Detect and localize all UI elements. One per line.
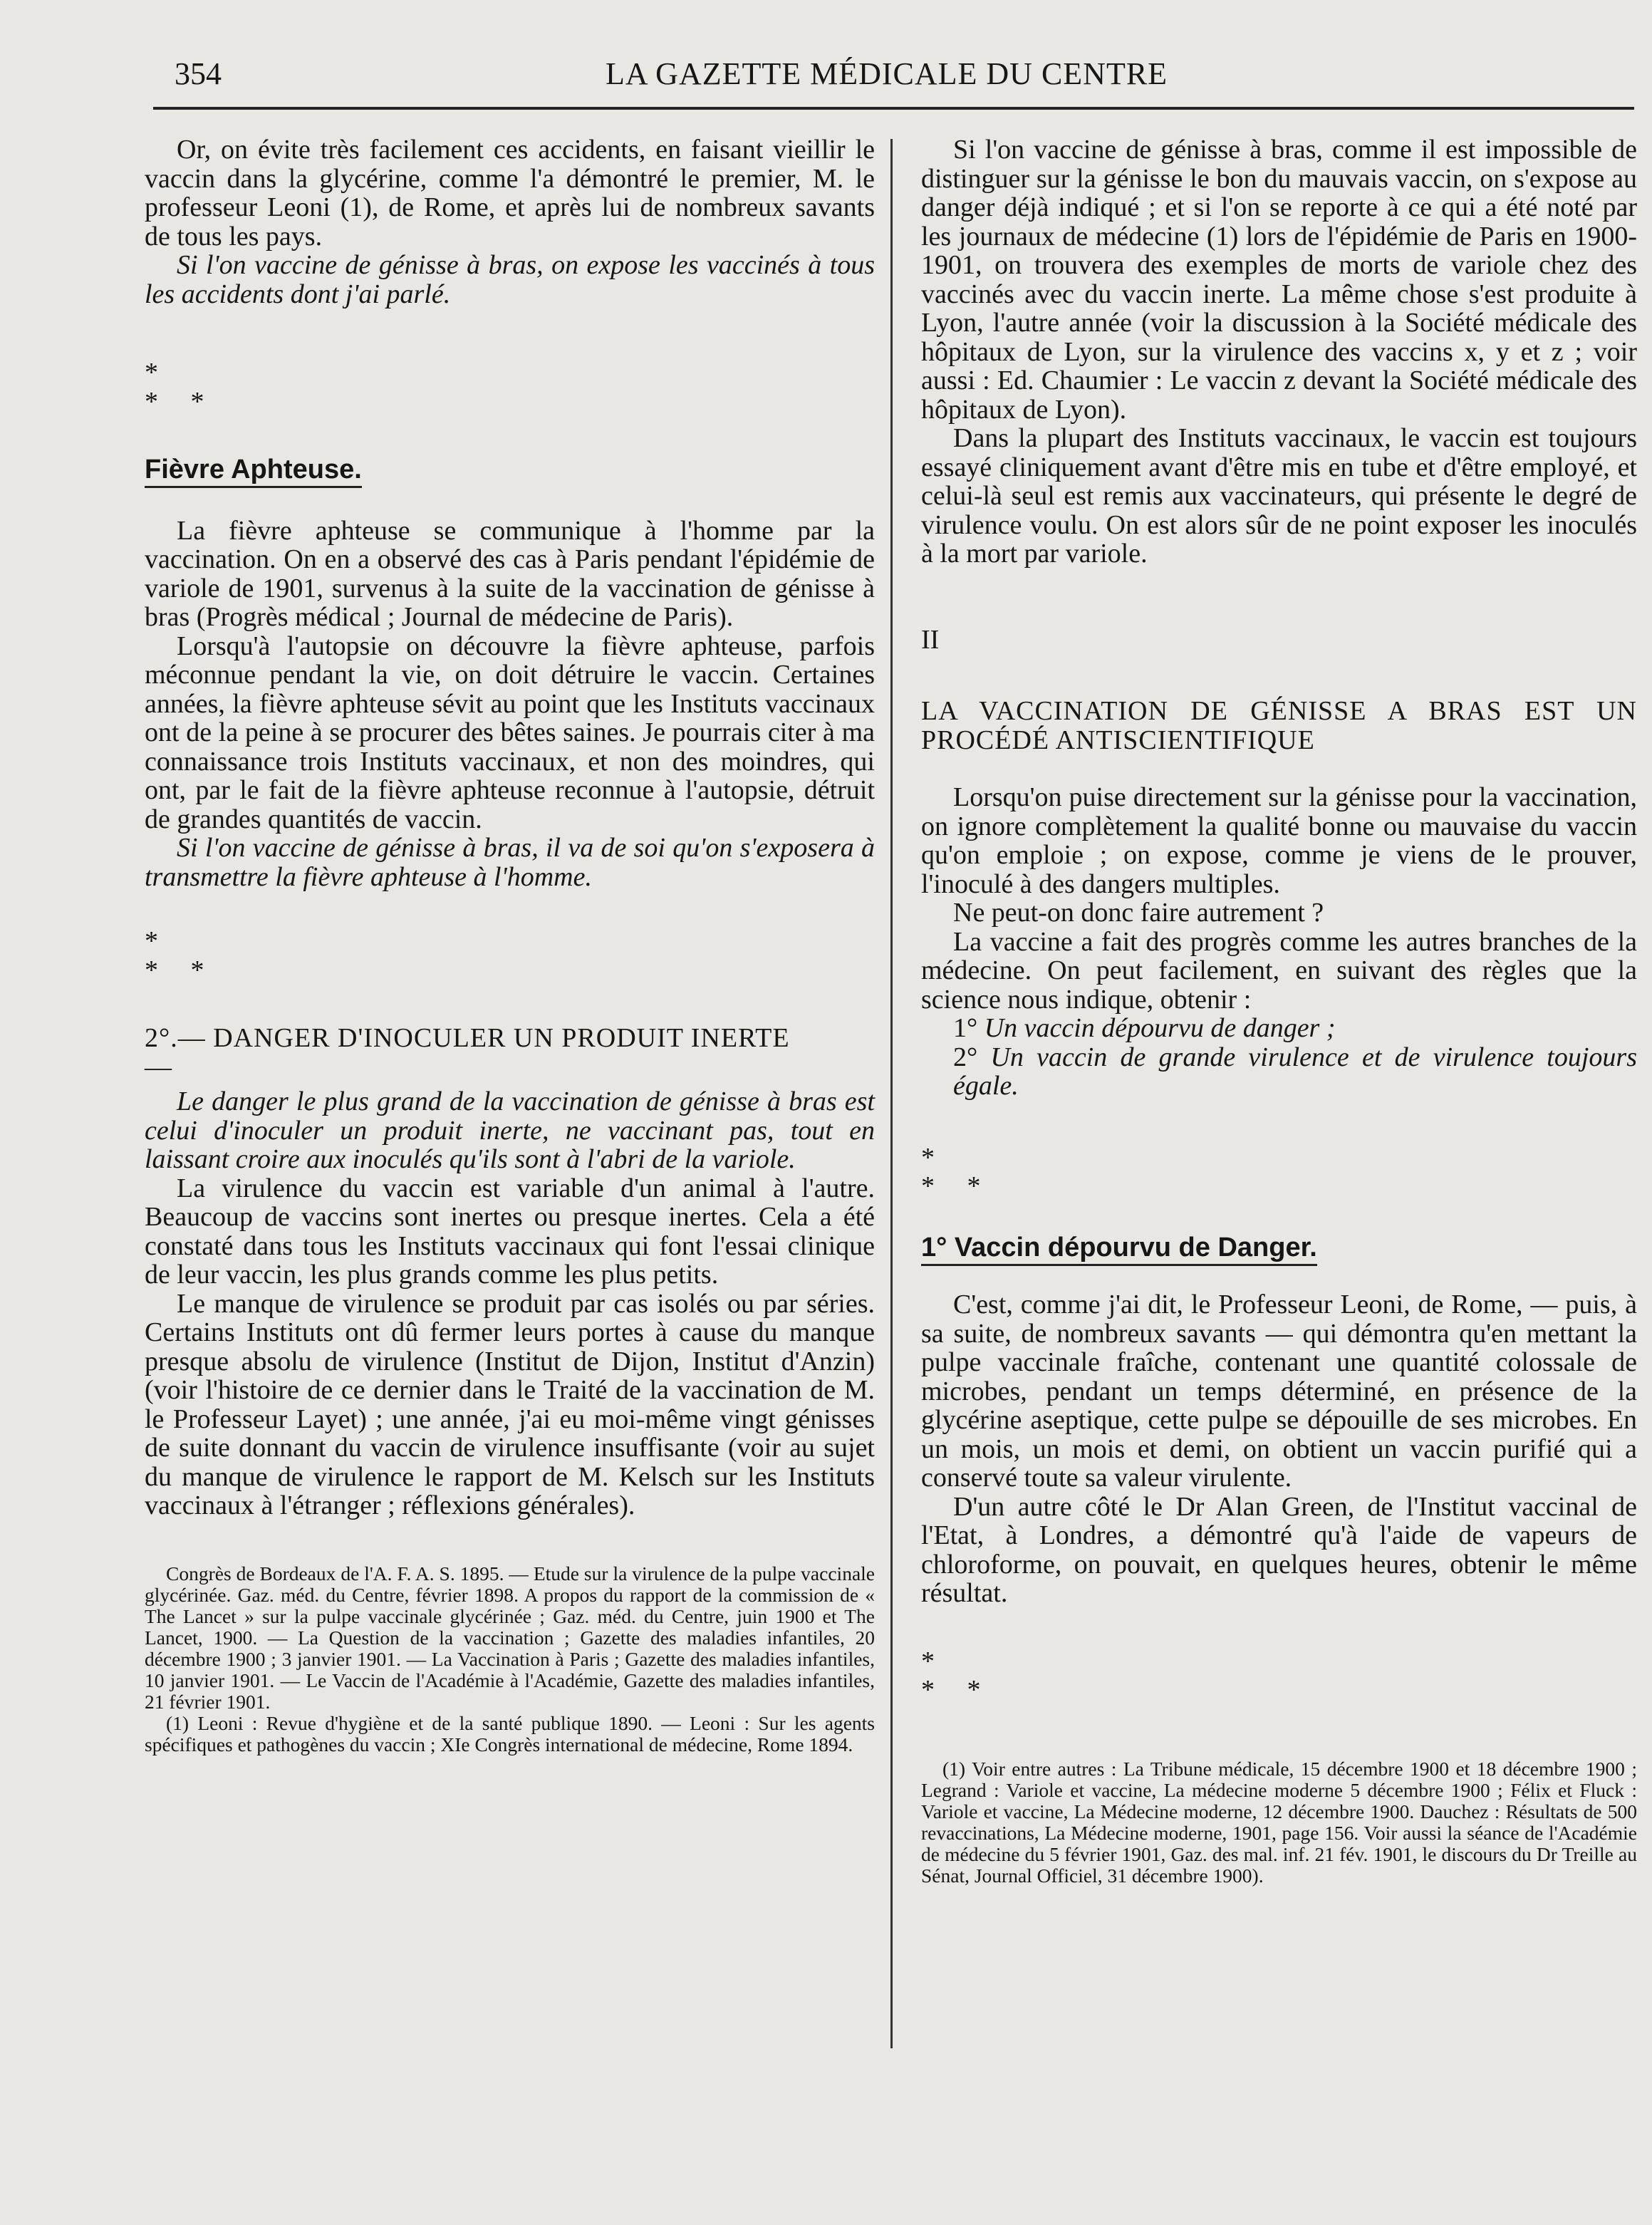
left-column: [145, 128, 875, 1755]
subhead-fievre-aphteuse: Fièvre Aphteuse.: [145, 455, 875, 484]
section-number: II: [921, 624, 940, 655]
intro-paragraph: Or, on évite très facilement ces accidents, en faisant vieillir le vaccin dans la glycérine, comme l'a démontré le premier, M. le professeur Leoni (1), de Rome, et après lui de nombreux savants de tous les pays.: [145, 135, 875, 251]
page-number: 354: [175, 56, 222, 91]
heading-produit-inerte: 2°.— DANGER D'INOCULER UN PRODUIT INERTE: [145, 1023, 790, 1053]
column-divider: [890, 139, 893, 2048]
right-paragraph-7: D'un autre côté le Dr Alan Green, de l'Institut vaccinal de l'Etat, à Londres, a démontré qu'à l'aide de vapeurs de chloroforme, on pouvait, en quelques heures, obtenir le même résultat.: [921, 1491, 1637, 1608]
section-stars: * * *: [921, 1142, 994, 1201]
header-rule: [153, 107, 1634, 110]
right-paragraph-6: C'est, comme j'ai dit, le Professeur Leoni, de Rome, — puis, à sa suite, de nombreux savants — qui démontra qu'en mettant la pulpe vaccinale fraîche, contenant une quantité colossale de microbes, pendant un temps déterminé, en présence de la glycérine aseptique, cette pulpe se dépouille de ses microbes. En un mois, un mois et demi, on obtient un vaccin purifié qui a conservé toute sa valeur virulente.: [921, 1290, 1637, 1493]
right-paragraph-3: Lorsqu'on puise directement sur la génisse pour la vaccination, on ignore complètement la qualité bonne ou mauvaise du vaccin qu'on emploie ; on expose, comme je viens de le prouver, l'inoculé à des dangers multiples.: [921, 782, 1637, 899]
right-footnotes: [921, 1758, 1637, 1887]
footnote-bibliography: Congrès de Bordeaux de l'A. F. A. S. 1895. — Etude sur la virulence de la pulpe vaccinale glycérinée. Gaz. méd. du Centre, février 1898. A propos du rapport de la commission de « The Lancet » sur la pulpe vaccinale glycérinée ; Gaz. méd. du Centre, juin 1900 et The Lancet, 1900. — La Question de la vaccination ; Gazette des maladies infantiles, 20 décembre 1900 ; 3 janvier 1901. — La Vaccination à Paris ; Gazette des maladies infantiles, 10 janvier 1901. — Le Vaccin de l'Académie à l'Académie, Gazette des maladies infantiles, 21 février 1901.: [145, 1562, 875, 1713]
section-heading: LA VACCINATION DE GÉNISSE A BRAS EST UN PROCÉDÉ ANTISCIENTIFIQUE: [921, 696, 1637, 755]
danger-paragraph-2: Le manque de virulence se produit par cas isolés ou par séries. Certains Instituts ont dû fermer leurs portes à cause du manque presque absolu de virulence (Institut de Dijon, Institut d'Anzin) (voir l'histoire de ce dernier dans le Traité de la vaccination de M. le Professeur Layet) ; une année, j'ai eu moi-même vingt génisses de suite donnant du vaccin de virulence insuffisante (voir au sujet du manque de virulence le rapport de M. Kelsch sur les Instituts vaccinaux à l'étranger ; réflexions générales).: [145, 1288, 875, 1520]
danger-paragraph-1: La virulence du vaccin est variable d'un animal à l'autre. Beaucoup de vaccins sont inertes ou presque inertes. Cela a été constaté dans tous les Instituts vaccinaux qui font l'essai clinique de leur vaccin, les plus grands comme les plus petits.: [145, 1173, 875, 1290]
right-paragraph-5: La vaccine a fait des progrès comme les autres branches de la médecine. On peut facilement, en suivant des règles que la science nous indique, obtenir :: [921, 926, 1637, 1015]
section-stars: * * *: [145, 926, 217, 985]
section-stars: * * *: [145, 358, 217, 417]
right-column: [921, 128, 1637, 1887]
fievre-paragraph-1: La fièvre aphteuse se communique à l'homme par la vaccination. On en a observé des cas à Paris pendant l'épidémie de variole de 1901, survenus à la suite de la vaccination de génisse à bras (Progrès médical ; Journal de médecine de Paris).: [145, 515, 875, 632]
list-item-1: 1° Un vaccin dépourvu de danger ;: [953, 1013, 1336, 1043]
subhead-vaccin-depourvu: 1° Vaccin dépourvu de Danger.: [921, 1233, 1637, 1262]
intro-conclusion: Si l'on vaccine de génisse à bras, on expose les vaccinés à tous les accidents dont j'ai parlé.: [145, 250, 875, 309]
danger-intro: Le danger le plus grand de la vaccination de génisse à bras est celui d'inoculer un produit inerte, ne vaccinant pas, tout en laissant croire aux inoculés qu'ils sont à l'abri de la variole.: [145, 1086, 875, 1174]
running-head: [142, 50, 1631, 100]
journal-title: LA GAZETTE MÉDICALE DU CENTRE: [605, 56, 1168, 91]
footnote-leoni: (1) Leoni : Revue d'hygiène et de la santé publique 1890. — Leoni : Sur les agents spécifiques et pathogènes du vaccin ; XIe Congrès international de médecine, Rome 1894.: [145, 1711, 875, 1755]
right-paragraph-2: Dans la plupart des Instituts vaccinaux, le vaccin est toujours essayé cliniquement avant d'être mis en tube et d'être employé, et celui-là seul est remis aux vaccinateurs, qui présente le degré de virulence voulu. On est alors sûr de ne point exposer les inoculés à la mort par variole.: [921, 423, 1637, 569]
fievre-conclusion: Si l'on vaccine de génisse à bras, il va de soi qu'on s'exposera à transmettre la fièvre aphteuse à l'homme.: [145, 833, 875, 892]
list-item-2: 2° Un vaccin de grande virulence et de virulence toujours égale.: [953, 1042, 1637, 1101]
fievre-paragraph-2: Lorsqu'à l'autopsie on découvre la fièvre aphteuse, parfois méconnue pendant la vie, on doit détruire le vaccin. Certaines années, la fièvre aphteuse sévit au point que les Instituts vaccinaux ont de la peine à se procurer des bêtes saines. Je pourrais citer à ma connaissance trois Instituts vaccinaux, et non des moindres, qui ont, par le fait de la fièvre aphteuse reconnue à l'autopsie, détruit de grandes quantités de vaccin.: [145, 631, 875, 834]
right-paragraph-4: Ne peut-on donc faire autrement ?: [953, 898, 1324, 928]
heading-dash: —: [145, 1052, 172, 1082]
footnote-journaux: (1) Voir entre autres : La Tribune médicale, 15 décembre 1900 et 18 décembre 1900 ; Legrand : Variole et vaccine, La médecine moderne 5 décembre 1900 ; Félix et Fluck : Variole et vaccine, La Médecine moderne, 12 décembre 1900. Dauchez : Résultats de 500 revaccinations, La Médecine moderne, 1901, page 156. Voir aussi la séance de l'Académie de médecine du 5 février 1901, Gaz. des mal. inf. 21 fév. 1901, le discours du Dr Treille au Sénat, Journal Officiel, 31 décembre 1900).: [921, 1757, 1637, 1887]
section-stars: * * *: [921, 1646, 994, 1705]
left-footnotes: [145, 1563, 875, 1755]
right-paragraph-1: Si l'on vaccine de génisse à bras, comme il est impossible de distinguer sur la génisse le bon du mauvais vaccin, on s'expose au danger déjà indiqué ; et si l'on se reporte à ce qui a été noté par les journaux de médecine (1) lors de l'épidémie de Paris en 1900-1901, on trouvera des exemples de morts de variole chez des vaccinés avec du vaccin inerte. La même chose s'est produite à Lyon, l'autre année (voir la discussion à la Société médicale des hôpitaux de Lyon, sur la virulence des vaccins x, y et z ; voir aussi : Ed. Chaumier : Le vaccin z devant la Société médicale des hôpitaux de Lyon).: [921, 135, 1637, 425]
